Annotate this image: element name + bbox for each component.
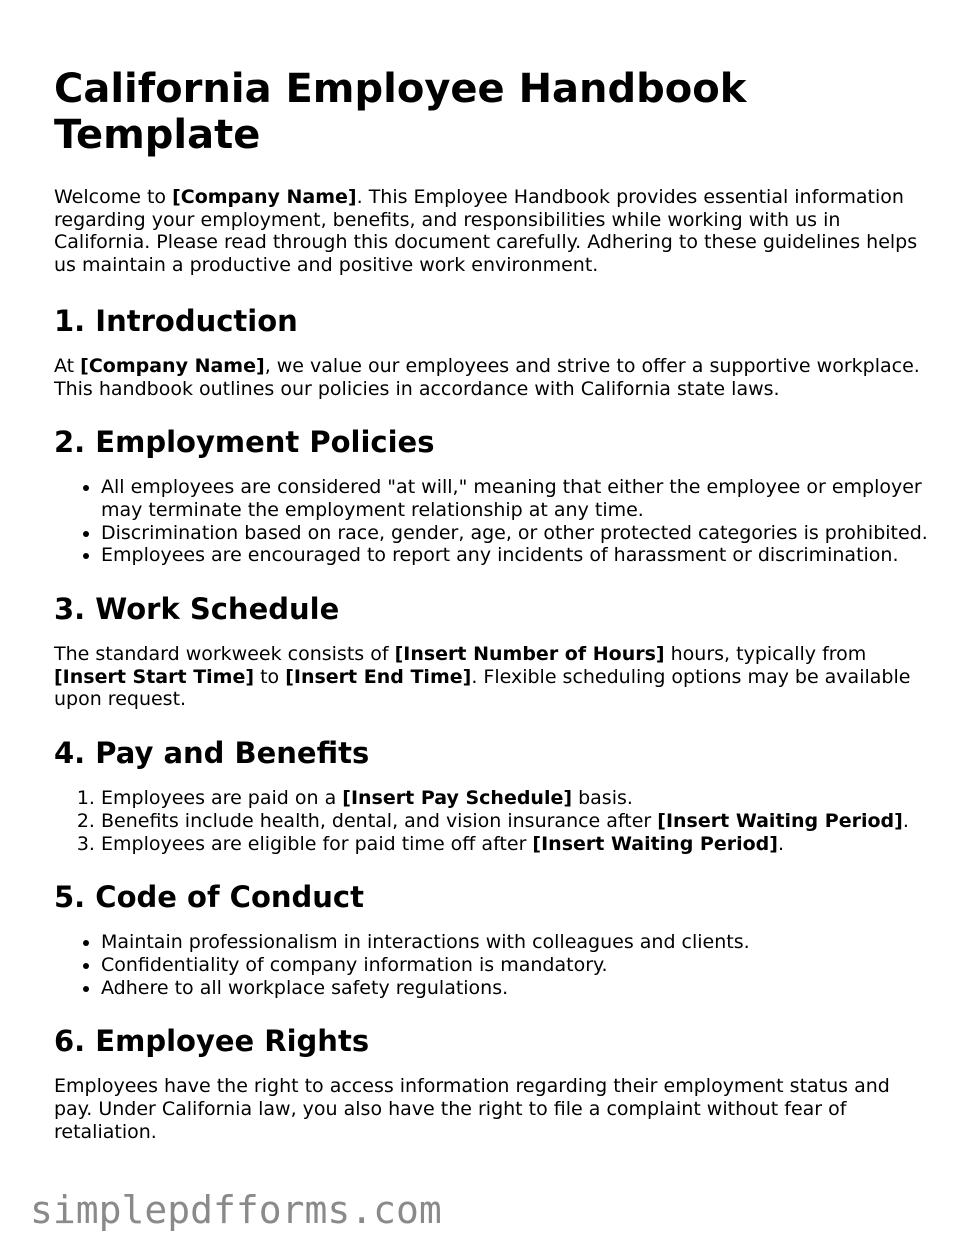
watermark: simplepdfforms.com [30, 1188, 442, 1232]
list-item-text: Benefits include health, dental, and vision insurance after [101, 809, 658, 832]
start-time-placeholder: [Insert Start Time] [54, 665, 255, 688]
list-item [101, 810, 934, 833]
employee-rights-paragraph: Employees have the right to access information regarding their employment status and pay. Under California law, you also have the right to file a complaint without fear of retaliation. [54, 1075, 890, 1143]
work-schedule-text: . Flexible scheduling options may be available upon request. [54, 665, 911, 711]
document-page [54, 66, 934, 1167]
list-item-text: basis. [572, 787, 633, 810]
introduction-text-pre: At [54, 354, 81, 377]
section-heading-pay-benefits: 4. Pay and Benefits [54, 736, 370, 771]
list-item-text: . [902, 809, 909, 832]
section-heading-work-schedule: 3. Work Schedule [54, 592, 340, 627]
hours-placeholder: [Insert Number of Hours] [394, 643, 665, 666]
list-item: • Discrimination based on race, gender, age, or other protected categories is prohibited. [101, 522, 934, 545]
company-name-placeholder: [Company Name] [80, 354, 265, 377]
list-item-text: Employees are paid on a [101, 787, 343, 810]
section-heading-code-of-conduct: 5. Code of Conduct [54, 880, 364, 915]
section-heading-introduction: 1. Introduction [54, 303, 298, 338]
list-item [101, 833, 934, 856]
intro-text-post: . This Employee Handbook provides essential information regarding your employment, benefits, and responsibilities while working with us in California. Please read through this document carefully. Adhering to these guidelines helps us maintain a productive and positive work environment. [54, 186, 918, 277]
company-name-placeholder: [Company Name] [172, 186, 357, 208]
waiting-period-placeholder: [Insert Waiting Period] [657, 809, 903, 832]
page-title: California Employee Handbook Template [54, 66, 747, 158]
list-item: • Confidentiality of company information is mandatory. [101, 954, 934, 977]
work-schedule-text: to [254, 665, 286, 688]
section-heading-employment-policies: 2. Employment Policies [54, 425, 435, 460]
pay-schedule-placeholder: [Insert Pay Schedule] [342, 787, 573, 810]
intro-paragraph [54, 186, 934, 277]
waiting-period-placeholder: [Insert Waiting Period] [532, 832, 778, 855]
intro-text-pre: Welcome to [54, 186, 173, 208]
introduction-text-post: , we value our employees and strive to offer a supportive workplace. This handbook outlines our policies in accordance with California state laws. [54, 354, 920, 400]
pay-benefits-list [54, 787, 934, 855]
work-schedule-text: hours, typically from [664, 643, 867, 666]
list-item: • All employees are considered "at will," meaning that either the employee or employer may terminate the employment relationship at any time. [101, 476, 934, 521]
code-of-conduct-list [54, 931, 934, 999]
employment-policies-list [54, 476, 934, 567]
work-schedule-text: The standard workweek consists of [54, 643, 395, 666]
work-schedule-paragraph [54, 643, 934, 711]
list-item: • Maintain professionalism in interactions with colleagues and clients. [101, 931, 934, 954]
list-item: • Employees are encouraged to report any incidents of harassment or discrimination. [101, 544, 934, 567]
list-item-text: Employees are eligible for paid time off after [101, 832, 533, 855]
list-item-text: . [777, 832, 784, 855]
introduction-paragraph [54, 355, 934, 400]
section-heading-employee-rights: 6. Employee Rights [54, 1024, 370, 1059]
end-time-placeholder: [Insert End Time] [285, 665, 472, 688]
list-item [101, 787, 934, 810]
list-item: • Adhere to all workplace safety regulations. [101, 977, 934, 1000]
